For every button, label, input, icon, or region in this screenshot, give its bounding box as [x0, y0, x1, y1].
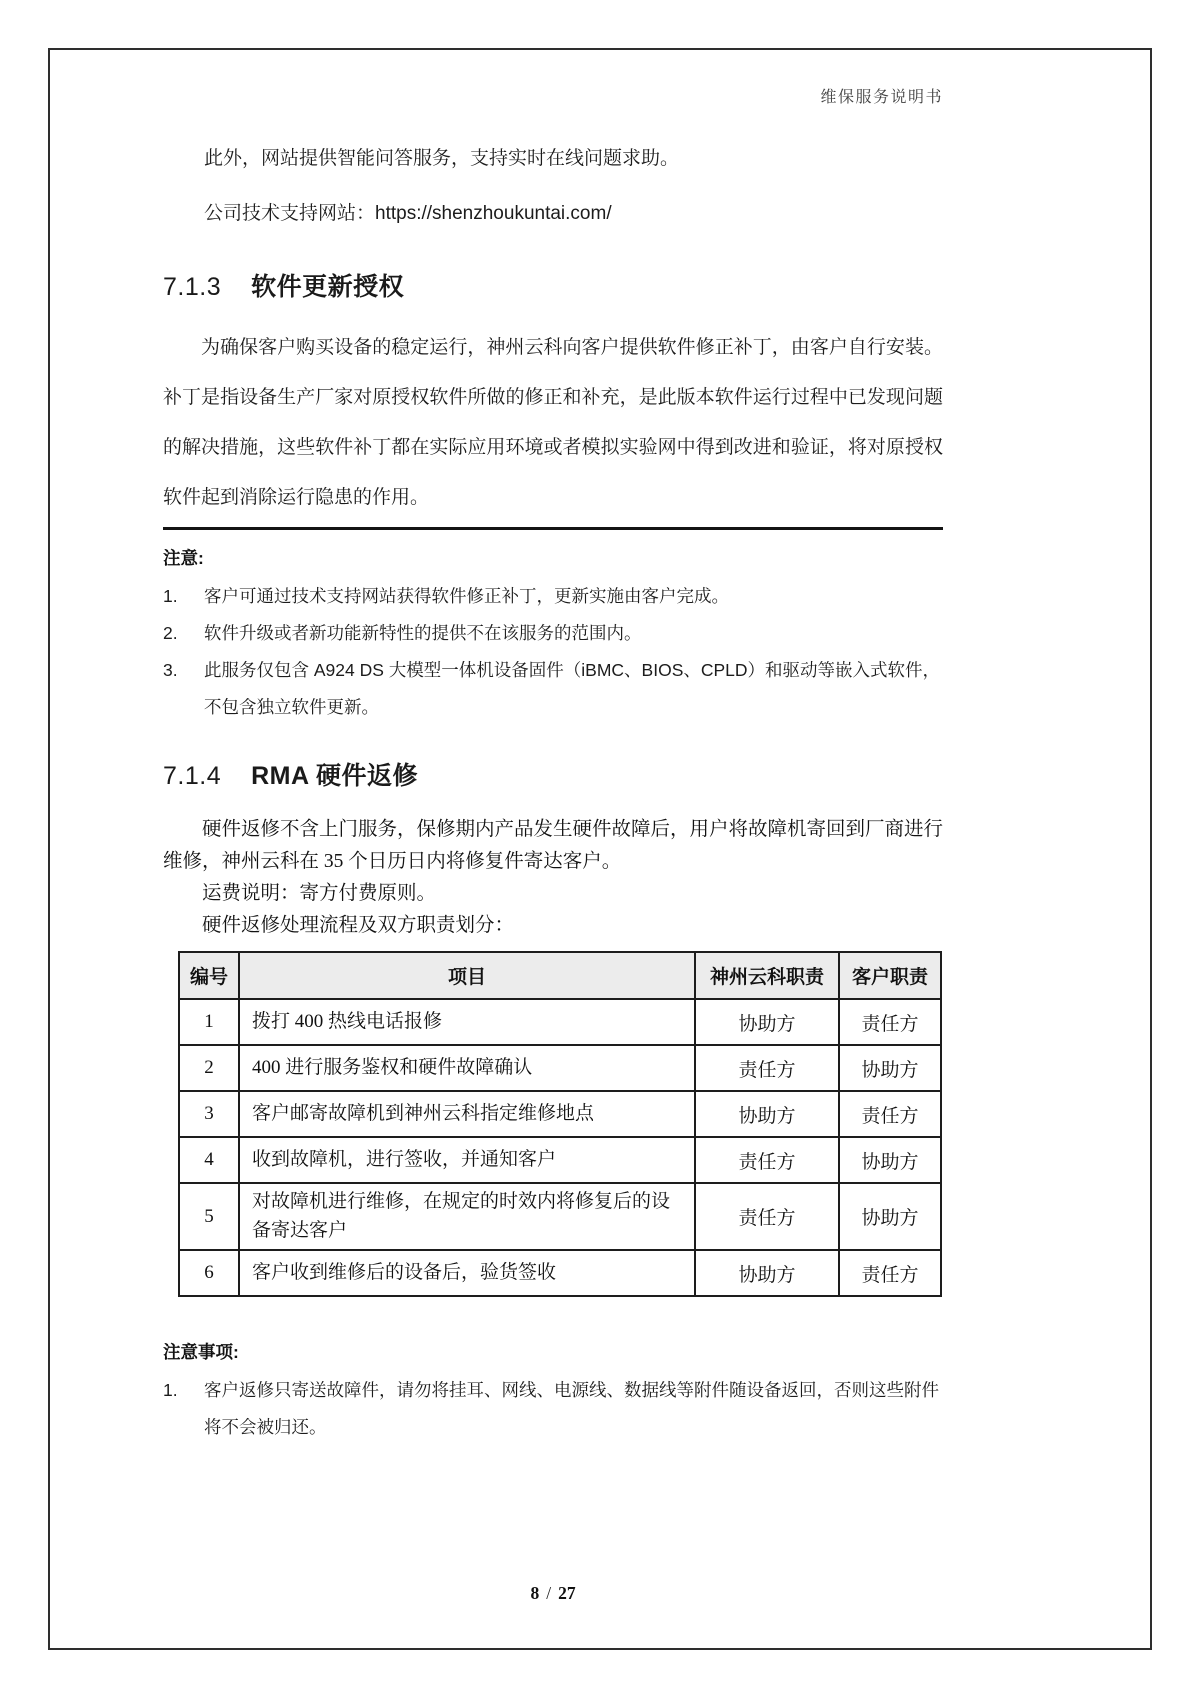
- note-list-714: [163, 1372, 943, 1446]
- cell-number: 5: [179, 1183, 239, 1250]
- current-page-number: 8: [530, 1583, 540, 1603]
- section-heading-714: [163, 756, 943, 792]
- note-item-number: 3.: [163, 660, 178, 680]
- table-row: [179, 1183, 941, 1250]
- table-row: [179, 1137, 941, 1183]
- table-row: [179, 999, 941, 1045]
- table-row: [179, 1250, 941, 1296]
- cell-vendor-duty: 责任方: [695, 1137, 839, 1183]
- note-item-text: 客户返修只寄送故障件，请勿将挂耳、网线、电源线、数据线等附件随设备返回，否则这些附件将不会被归还。: [204, 1380, 939, 1437]
- note-list-713: [163, 578, 943, 726]
- note-item: [163, 1372, 943, 1446]
- cell-customer-duty: 责任方: [839, 1250, 941, 1296]
- running-header: 维保服务说明书: [820, 89, 943, 106]
- cell-vendor-duty: 协助方: [695, 1091, 839, 1137]
- note-item-number: 2.: [163, 623, 178, 643]
- cell-number: 2: [179, 1045, 239, 1091]
- cell-customer-duty: 协助方: [839, 1137, 941, 1183]
- col-header-vendor-duty: 神州云科职责: [695, 952, 839, 999]
- note-item-text: 软件升级或者新功能新特性的提供不在该服务的范围内。: [204, 623, 642, 643]
- cell-item: 对故障机进行维修，在规定的时效内将修复后的设备寄达客户: [239, 1183, 695, 1250]
- cell-customer-duty: 责任方: [839, 1091, 941, 1137]
- cell-item: 拨打 400 热线电话报修: [239, 999, 695, 1045]
- cell-vendor-duty: 责任方: [695, 1183, 839, 1250]
- note-label-713: 注意:: [163, 548, 204, 568]
- note-item: [163, 615, 943, 652]
- col-header-customer-duty: 客户职责: [839, 952, 941, 999]
- section-number-713: 7.1.3: [163, 273, 222, 301]
- note-item: [163, 578, 943, 615]
- cell-number: 3: [179, 1091, 239, 1137]
- cell-customer-duty: 协助方: [839, 1183, 941, 1250]
- cell-item: 收到故障机，进行签收，并通知客户: [239, 1137, 695, 1183]
- note-item-number: 1.: [163, 586, 178, 606]
- cell-number: 4: [179, 1137, 239, 1183]
- cell-vendor-duty: 协助方: [695, 999, 839, 1045]
- table-header-row: [179, 952, 941, 999]
- page-content: [163, 84, 943, 1446]
- cell-vendor-duty: 协助方: [695, 1250, 839, 1296]
- cell-customer-duty: 协助方: [839, 1045, 941, 1091]
- note-divider-line: [163, 527, 943, 530]
- section-714-paragraph-2: 运费说明：寄方付费原则。: [202, 883, 437, 904]
- cell-item: 400 进行服务鉴权和硬件故障确认: [239, 1045, 695, 1091]
- cell-number: 6: [179, 1250, 239, 1296]
- note-item-text: 客户可通过技术支持网站获得软件修正补丁，更新实施由客户完成。: [204, 586, 729, 606]
- section-713-body: 为确保客户购买设备的稳定运行，神州云科向客户提供软件修正补丁，由客户自行安装。补丁是指设备生产厂家对原授权软件所做的修正和补充，是此版本软件运行过程中已发现问题的解决措施，这些软件补丁都在实际应用环境或者模拟实验网中得到改进和验证，将对原授权软件起到消除运行隐患的作用。: [163, 337, 943, 508]
- cell-customer-duty: 责任方: [839, 999, 941, 1045]
- col-header-item: 项目: [239, 952, 695, 999]
- page-number-separator: /: [546, 1583, 552, 1603]
- intro-paragraph-1: 此外，网站提供智能问答服务，支持实时在线问题求助。: [204, 148, 680, 169]
- table-row: [179, 1045, 941, 1091]
- page-footer: [163, 1583, 943, 1604]
- cell-vendor-duty: 责任方: [695, 1045, 839, 1091]
- intro-paragraph-2: [163, 200, 943, 228]
- note-item-number: 1.: [163, 1380, 178, 1400]
- note-item: [163, 652, 943, 726]
- col-header-number: 编号: [179, 952, 239, 999]
- section-714-paragraph-1: 硬件返修不含上门服务，保修期内产品发生硬件故障后，用户将故障机寄回到厂商进行维修，神州云科在 35 个日历日内将修复件寄达客户。: [163, 819, 944, 872]
- cell-number: 1: [179, 999, 239, 1045]
- table-row: [179, 1091, 941, 1137]
- cell-item: 客户收到维修后的设备后，验货签收: [239, 1250, 695, 1296]
- section-714-paragraph-3: 硬件返修处理流程及双方职责划分：: [202, 915, 515, 936]
- rma-responsibility-table-wrap: [178, 951, 940, 1297]
- note-label-714: 注意事项:: [163, 1342, 239, 1362]
- section-number-714: 7.1.4: [163, 762, 222, 790]
- section-heading-713: [163, 267, 943, 303]
- section-title-713: 软件更新授权: [251, 273, 405, 301]
- section-title-714: RMA 硬件返修: [251, 762, 419, 790]
- note-item-text: 此服务仅包含 A924 DS 大模型一体机设备固件（iBMC、BIOS、CPLD）和驱动等嵌入式软件，不包含独立软件更新。: [204, 660, 941, 717]
- rma-responsibility-table: [178, 951, 942, 1297]
- total-page-count: 27: [558, 1583, 576, 1603]
- support-site-url[interactable]: https://shenzhoukuntai.com/: [375, 203, 612, 224]
- support-site-label: 公司技术支持网站：: [204, 203, 376, 224]
- cell-item: 客户邮寄故障机到神州云科指定维修地点: [239, 1091, 695, 1137]
